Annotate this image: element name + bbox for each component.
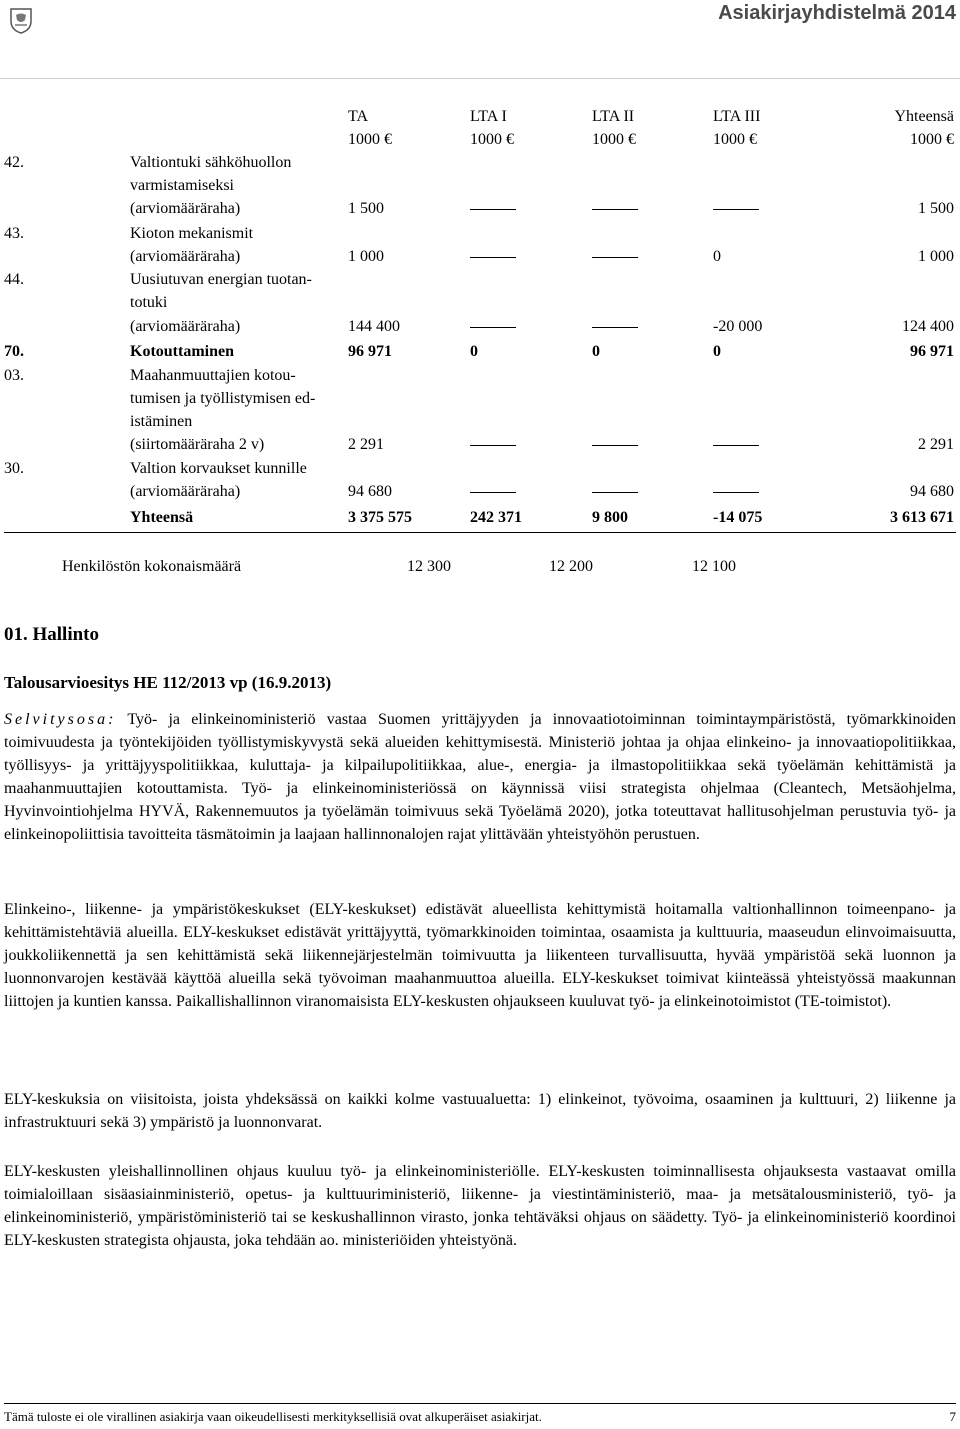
row-label-line: Valtion korvaukset kunnille (130, 460, 307, 477)
col-unit-ta: 1000 € (348, 131, 392, 148)
coat-of-arms-icon (8, 6, 34, 34)
table-bottom-rule (4, 532, 956, 533)
cell-total: 94 680 (910, 483, 954, 500)
section-subheading: Talousarvioesitys HE 112/2013 vp (16.9.2013) (4, 673, 332, 692)
col-header-total: Yhteensä (894, 108, 954, 125)
cell-total: 2 291 (918, 436, 954, 453)
staff-value: 12 200 (549, 558, 593, 575)
dash-lta-ii (592, 327, 638, 328)
row-label-line: Uusiutuvan energian tuotan- (130, 271, 312, 288)
row-label-line: Kotouttaminen (130, 343, 234, 360)
col-header-ta: TA (348, 108, 369, 125)
row-label-line: Maahanmuuttajien kotou- (130, 367, 296, 384)
paragraph: Elinkeino-, liikenne- ja ympäristökeskukset (ELY-keskukset) edistävät alueellista kehittymistä hoitamalla valtionhallinnon toimeenpano- ja kehittämistehtäviä alueilla. ELY-keskukset edistävät yrittäjyyttä, työmarkkinoiden toimintaa, osaamista ja kulttuuria, maaseudun elinvoimaisuutta, joukkoliikennettä ja sen kehittämistä sekä liikennejärjestelmän toimivuutta ja liikenteen turvallisuutta, hyvää ympäristöä sekä luonnon ja luonnonvarojen kestävää käyttöä alueilla sekä työvoiman maahanmuuttoa alueilla. ELY-keskukset toimivat kiinteässä yhteistyössä maakunnan liittojen ja kuntien kanssa. Paikallishallinnon viranomaisista ELY-keskusten ohjaukseen kuuluvat työ- ja elinkeinotoimistot (TE-toimistot). (4, 901, 956, 1010)
row-number: 03. (4, 367, 24, 384)
total-lta-iii: -14 075 (713, 509, 763, 526)
dash-lta-i (470, 257, 516, 258)
total-label: Yhteensä (130, 509, 194, 526)
paragraph-text: Työ- ja elinkeinoministeriö vastaa Suomen yrittäjyyden ja innovaatiotoiminnan toimintaympäristöstä, työmarkkinoiden toimivuudesta ja työntekijöiden työllistymiskyvystä sekä alueiden kehittymisestä. Ministeriö johtaa ja ohjaa elinkeino- ja innovaatiopolitiikkaa, työllisyys- ja yrittäjyyspolitiikkaa, kuluttaja- ja kilpailupolitiikkaa, alue-, energia- ja ilmastopolitiikkaa sekä työelämän kehittämistä ja maahanmuuttajien kotouttamista. Työ- ja elinkeinoministeriössä on käynnissä viisi strategista ohjelmaa (Cleantech, Metsäohjelma, Hyvinvointiohjelma HYVÄ, Rakennemuutos ja työelämän toimivuus sekä Työelämä 2020), jotka toteuttavat hallitusohjelman perustuvia työ- ja elinkeinopoliittisia tavoitteita täsmätoimin ja laajaan hallinnonalojen rajat ylittävään yhteistyöhön perustuen. (4, 711, 956, 843)
dash-lta-iii (713, 445, 759, 446)
row-number: 70. (4, 343, 24, 360)
col-header-lta-ii: LTA II (592, 108, 635, 125)
col-unit-lta-iii: 1000 € (713, 131, 757, 148)
total-sum: 3 613 671 (890, 509, 954, 526)
total-lta-ii: 9 800 (592, 509, 628, 526)
col-header-lta-iii: LTA III (713, 108, 761, 125)
row-label-line: (arviomääräraha) (130, 483, 241, 500)
total-ta: 3 375 575 (348, 509, 412, 526)
col-unit-lta-i: 1000 € (470, 131, 514, 148)
row-label-line: Kioton mekanismit (130, 225, 254, 242)
row-number: 44. (4, 271, 24, 288)
dash-lta-ii (592, 445, 638, 446)
dash-lta-i (470, 327, 516, 328)
cell-ta: 2 291 (348, 436, 384, 453)
row-number: 42. (4, 154, 24, 171)
col-header-lta-i: LTA I (470, 108, 507, 125)
paragraph: ELY-keskusten yleishallinnollinen ohjaus kuuluu työ- ja elinkeinoministeriölle. ELY-keskusten toiminnallisesta ohjauksesta vastaavat omilla toimialoillaan sisäasiainministeriö, opetus- ja kulttuuriministeriö, liikenne- ja viestintäministeriö, maa- ja metsätalousministeriö, työ- ja elinkeinoministeriö, ympäristöministeriö tai se keskushallinnon virasto, jonka tehtäväksi ohjaus on säädetty. Työ- ja elinkeinoministeriö koordinoi ELY-keskusten strategista ohjausta, joka tehdään ao. ministeriöiden yhteistyönä. (4, 1163, 956, 1249)
total-lta-i: 242 371 (470, 509, 522, 526)
dash-lta-i (470, 445, 516, 446)
dash-lta-ii (592, 257, 638, 258)
cell-total: 96 971 (910, 343, 954, 360)
footer-rule (4, 1403, 956, 1404)
staff-value: 12 300 (407, 558, 451, 575)
cell-total: 1 000 (918, 248, 954, 265)
row-label-line: (siirtomääräraha 2 v) (130, 436, 265, 453)
row-label-line: totuki (130, 294, 168, 311)
cell-ta: 144 400 (348, 318, 400, 335)
dash-lta-i (470, 492, 516, 493)
document-title: Asiakirjayhdistelmä 2014 (718, 2, 956, 24)
dash-lta-iii (713, 209, 759, 210)
row-label-line: (arviomääräraha) (130, 248, 241, 265)
row-label-line: Valtiontuki sähköhuollon (130, 154, 292, 171)
cell-lta-iii: 0 (713, 343, 721, 360)
cell-lta-iii: 0 (713, 248, 721, 265)
cell-ta: 1 000 (348, 248, 384, 265)
cell-ta: 1 500 (348, 200, 384, 217)
row-label-line: istäminen (130, 413, 193, 430)
dash-lta-ii (592, 209, 638, 210)
col-unit-total: 1000 € (910, 131, 954, 148)
col-unit-lta-ii: 1000 € (592, 131, 636, 148)
paragraph (4, 708, 956, 846)
staff-value: 12 100 (692, 558, 736, 575)
page-number: 7 (949, 1409, 956, 1424)
cell-lta-i: 0 (470, 343, 478, 360)
page-header (0, 0, 960, 79)
staff-label: Henkilöstön kokonaismäärä (62, 558, 242, 575)
row-number: 30. (4, 460, 24, 477)
cell-ta: 94 680 (348, 483, 392, 500)
row-number: 43. (4, 225, 24, 242)
cell-lta-ii: 0 (592, 343, 600, 360)
footer-note: Tämä tuloste ei ole virallinen asiakirja vaan oikeudellisesti merkityksellisiä ovat alkuperäiset asiakirjat. (4, 1409, 542, 1424)
lead-label: Selvitysosa: (4, 711, 117, 728)
dash-lta-ii (592, 492, 638, 493)
paragraph: ELY-keskuksia on viisitoista, joista yhdeksässä on kaikki kolme vastuualuetta: 1) elinkeinot, työvoima, osaaminen ja kulttuuri, 2) liikenne ja infrastruktuuri sekä 3) ympäristö ja luonnonvarat. (4, 1091, 956, 1131)
dash-lta-iii (713, 492, 759, 493)
row-label-line: (arviomääräraha) (130, 200, 241, 217)
section-heading: 01. Hallinto (4, 624, 100, 645)
row-label-line: tumisen ja työllistymisen ed- (130, 390, 316, 407)
cell-total: 1 500 (918, 200, 954, 217)
row-label-line: (arviomääräraha) (130, 318, 241, 335)
cell-total: 124 400 (902, 318, 954, 335)
cell-lta-iii: -20 000 (713, 318, 763, 335)
row-label-line: varmistamiseksi (130, 177, 234, 194)
cell-ta: 96 971 (348, 343, 392, 360)
dash-lta-i (470, 209, 516, 210)
